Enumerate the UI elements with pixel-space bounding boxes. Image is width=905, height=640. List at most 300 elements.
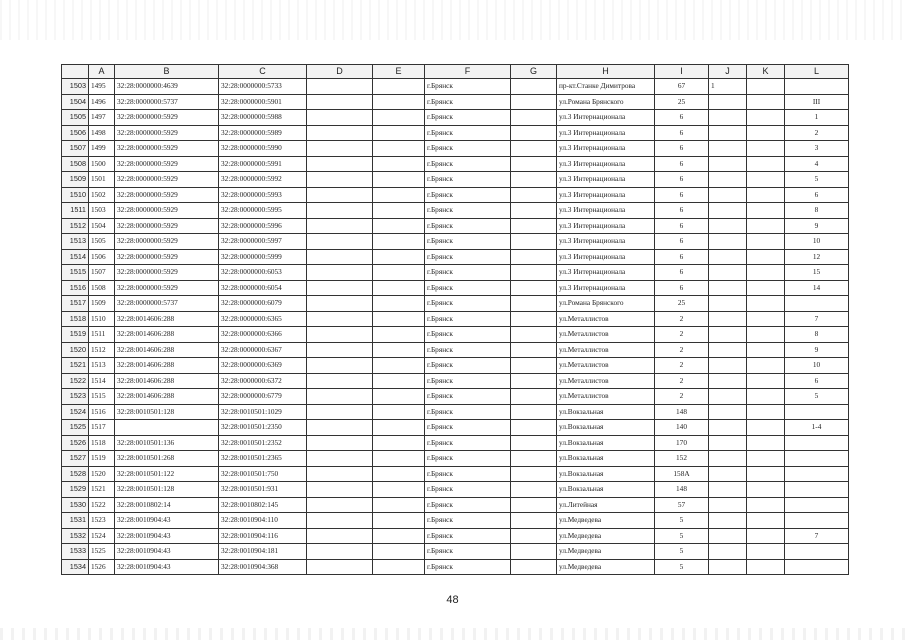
- cell-a[interactable]: 1501: [89, 172, 115, 188]
- row-number[interactable]: 1520: [62, 342, 89, 358]
- cell-j[interactable]: [709, 218, 747, 234]
- cell-h[interactable]: ул.3 Интернационала: [557, 141, 655, 157]
- cell-k[interactable]: [747, 187, 785, 203]
- cell-g[interactable]: [511, 110, 557, 126]
- column-header[interactable]: F: [425, 65, 511, 79]
- row-number[interactable]: 1531: [62, 513, 89, 529]
- cell-j[interactable]: [709, 311, 747, 327]
- cell-k[interactable]: [747, 544, 785, 560]
- cell-d[interactable]: [307, 373, 373, 389]
- cell-c[interactable]: 32:28:0000000:5901: [219, 94, 307, 110]
- cell-e[interactable]: [373, 311, 425, 327]
- cell-d[interactable]: [307, 110, 373, 126]
- cell-i[interactable]: 25: [655, 296, 709, 312]
- cell-g[interactable]: [511, 172, 557, 188]
- cell-h[interactable]: ул.3 Интернационала: [557, 110, 655, 126]
- cell-e[interactable]: [373, 141, 425, 157]
- cell-a[interactable]: 1506: [89, 249, 115, 265]
- cell-j[interactable]: [709, 513, 747, 529]
- cell-e[interactable]: [373, 172, 425, 188]
- cell-k[interactable]: [747, 311, 785, 327]
- cell-g[interactable]: [511, 451, 557, 467]
- row-number[interactable]: 1503: [62, 79, 89, 95]
- cell-b[interactable]: 32:28:0000000:5929: [115, 249, 219, 265]
- cell-l[interactable]: 10: [785, 358, 849, 374]
- cell-d[interactable]: [307, 311, 373, 327]
- cell-l[interactable]: 10: [785, 234, 849, 250]
- cell-a[interactable]: 1510: [89, 311, 115, 327]
- cell-i[interactable]: 6: [655, 110, 709, 126]
- cell-i[interactable]: 6: [655, 156, 709, 172]
- row-number[interactable]: 1524: [62, 404, 89, 420]
- cell-k[interactable]: [747, 358, 785, 374]
- cell-h[interactable]: ул.Металлистов: [557, 311, 655, 327]
- row-number[interactable]: 1514: [62, 249, 89, 265]
- cell-k[interactable]: [747, 466, 785, 482]
- cell-e[interactable]: [373, 373, 425, 389]
- cell-g[interactable]: [511, 544, 557, 560]
- cell-c[interactable]: 32:28:0000000:5990: [219, 141, 307, 157]
- cell-e[interactable]: [373, 404, 425, 420]
- cell-k[interactable]: [747, 342, 785, 358]
- cell-k[interactable]: [747, 404, 785, 420]
- cell-c[interactable]: 32:28:0000000:6054: [219, 280, 307, 296]
- cell-f[interactable]: г.Брянск: [425, 249, 511, 265]
- cell-b[interactable]: 32:28:0014606:288: [115, 358, 219, 374]
- cell-l[interactable]: [785, 435, 849, 451]
- cell-b[interactable]: 32:28:0000000:5929: [115, 265, 219, 281]
- cell-e[interactable]: [373, 234, 425, 250]
- cell-a[interactable]: 1509: [89, 296, 115, 312]
- cell-d[interactable]: [307, 203, 373, 219]
- cell-i[interactable]: 67: [655, 79, 709, 95]
- cell-j[interactable]: [709, 528, 747, 544]
- cell-a[interactable]: 1523: [89, 513, 115, 529]
- cell-g[interactable]: [511, 296, 557, 312]
- cell-c[interactable]: 32:28:0000000:5999: [219, 249, 307, 265]
- cell-a[interactable]: 1520: [89, 466, 115, 482]
- cell-b[interactable]: 32:28:0000000:5929: [115, 110, 219, 126]
- cell-i[interactable]: 6: [655, 218, 709, 234]
- cell-e[interactable]: [373, 218, 425, 234]
- cell-d[interactable]: [307, 141, 373, 157]
- column-header[interactable]: A: [89, 65, 115, 79]
- cell-c[interactable]: 32:28:0000000:5996: [219, 218, 307, 234]
- cell-b[interactable]: 32:28:0010904:43: [115, 528, 219, 544]
- cell-g[interactable]: [511, 94, 557, 110]
- row-number[interactable]: 1534: [62, 559, 89, 575]
- cell-g[interactable]: [511, 528, 557, 544]
- cell-j[interactable]: [709, 358, 747, 374]
- cell-l[interactable]: 2: [785, 125, 849, 141]
- cell-f[interactable]: г.Брянск: [425, 497, 511, 513]
- cell-c[interactable]: 32:28:0010904:181: [219, 544, 307, 560]
- cell-i[interactable]: 6: [655, 249, 709, 265]
- cell-b[interactable]: 32:28:0010802:14: [115, 497, 219, 513]
- row-number[interactable]: 1516: [62, 280, 89, 296]
- cell-b[interactable]: 32:28:0014606:288: [115, 327, 219, 343]
- cell-d[interactable]: [307, 280, 373, 296]
- column-header[interactable]: C: [219, 65, 307, 79]
- row-number[interactable]: 1529: [62, 482, 89, 498]
- cell-c[interactable]: 32:28:0010904:110: [219, 513, 307, 529]
- cell-e[interactable]: [373, 327, 425, 343]
- cell-h[interactable]: ул.Вокзальная: [557, 420, 655, 436]
- cell-f[interactable]: г.Брянск: [425, 559, 511, 575]
- cell-a[interactable]: 1498: [89, 125, 115, 141]
- cell-j[interactable]: [709, 94, 747, 110]
- cell-c[interactable]: 32:28:0010501:1029: [219, 404, 307, 420]
- cell-i[interactable]: 2: [655, 327, 709, 343]
- cell-c[interactable]: 32:28:0000000:6365: [219, 311, 307, 327]
- cell-a[interactable]: 1496: [89, 94, 115, 110]
- cell-a[interactable]: 1512: [89, 342, 115, 358]
- row-number[interactable]: 1504: [62, 94, 89, 110]
- cell-l[interactable]: 9: [785, 218, 849, 234]
- cell-l[interactable]: [785, 559, 849, 575]
- cell-a[interactable]: 1508: [89, 280, 115, 296]
- row-number[interactable]: 1526: [62, 435, 89, 451]
- cell-h[interactable]: ул.Вокзальная: [557, 451, 655, 467]
- cell-h[interactable]: пр-кт.Станке Димитрова: [557, 79, 655, 95]
- cell-a[interactable]: 1518: [89, 435, 115, 451]
- cell-c[interactable]: 32:28:0010904:116: [219, 528, 307, 544]
- cell-b[interactable]: 32:28:0000000:5929: [115, 203, 219, 219]
- cell-g[interactable]: [511, 156, 557, 172]
- row-number[interactable]: 1518: [62, 311, 89, 327]
- cell-c[interactable]: 32:28:0000000:5988: [219, 110, 307, 126]
- cell-f[interactable]: г.Брянск: [425, 94, 511, 110]
- cell-b[interactable]: 32:28:0000000:5929: [115, 141, 219, 157]
- cell-k[interactable]: [747, 528, 785, 544]
- cell-g[interactable]: [511, 482, 557, 498]
- cell-j[interactable]: [709, 497, 747, 513]
- cell-a[interactable]: 1504: [89, 218, 115, 234]
- cell-i[interactable]: 140: [655, 420, 709, 436]
- cell-g[interactable]: [511, 342, 557, 358]
- cell-f[interactable]: г.Брянск: [425, 482, 511, 498]
- cell-g[interactable]: [511, 141, 557, 157]
- cell-k[interactable]: [747, 373, 785, 389]
- cell-c[interactable]: 32:28:0000000:5733: [219, 79, 307, 95]
- cell-g[interactable]: [511, 513, 557, 529]
- corner-cell[interactable]: [62, 65, 89, 79]
- cell-e[interactable]: [373, 451, 425, 467]
- cell-j[interactable]: [709, 156, 747, 172]
- cell-e[interactable]: [373, 358, 425, 374]
- cell-b[interactable]: 32:28:0010501:128: [115, 404, 219, 420]
- row-number[interactable]: 1506: [62, 125, 89, 141]
- cell-f[interactable]: г.Брянск: [425, 513, 511, 529]
- cell-f[interactable]: г.Брянск: [425, 373, 511, 389]
- cell-l[interactable]: 5: [785, 172, 849, 188]
- cell-g[interactable]: [511, 79, 557, 95]
- cell-a[interactable]: 1502: [89, 187, 115, 203]
- cell-d[interactable]: [307, 513, 373, 529]
- cell-f[interactable]: г.Брянск: [425, 342, 511, 358]
- row-number[interactable]: 1513: [62, 234, 89, 250]
- cell-f[interactable]: г.Брянск: [425, 435, 511, 451]
- column-header[interactable]: G: [511, 65, 557, 79]
- cell-e[interactable]: [373, 187, 425, 203]
- cell-h[interactable]: ул.3 Интернационала: [557, 172, 655, 188]
- cell-h[interactable]: ул.3 Интернационала: [557, 156, 655, 172]
- cell-b[interactable]: 32:28:0010904:43: [115, 544, 219, 560]
- cell-k[interactable]: [747, 218, 785, 234]
- row-number[interactable]: 1512: [62, 218, 89, 234]
- cell-d[interactable]: [307, 249, 373, 265]
- cell-f[interactable]: г.Брянск: [425, 404, 511, 420]
- row-number[interactable]: 1507: [62, 141, 89, 157]
- row-number[interactable]: 1532: [62, 528, 89, 544]
- cell-l[interactable]: [785, 466, 849, 482]
- cell-j[interactable]: [709, 435, 747, 451]
- cell-e[interactable]: [373, 482, 425, 498]
- cell-l[interactable]: 1-4: [785, 420, 849, 436]
- cell-b[interactable]: 32:28:0000000:5929: [115, 172, 219, 188]
- cell-f[interactable]: г.Брянск: [425, 187, 511, 203]
- cell-g[interactable]: [511, 218, 557, 234]
- cell-k[interactable]: [747, 482, 785, 498]
- cell-j[interactable]: 1: [709, 79, 747, 95]
- cell-e[interactable]: [373, 342, 425, 358]
- cell-a[interactable]: 1516: [89, 404, 115, 420]
- cell-e[interactable]: [373, 420, 425, 436]
- cell-b[interactable]: 32:28:0010501:122: [115, 466, 219, 482]
- cell-h[interactable]: ул.3 Интернационала: [557, 218, 655, 234]
- cell-h[interactable]: ул.3 Интернационала: [557, 280, 655, 296]
- cell-i[interactable]: 5: [655, 513, 709, 529]
- cell-f[interactable]: г.Брянск: [425, 156, 511, 172]
- cell-g[interactable]: [511, 497, 557, 513]
- row-number[interactable]: 1519: [62, 327, 89, 343]
- cell-c[interactable]: 32:28:0010501:2365: [219, 451, 307, 467]
- cell-c[interactable]: 32:28:0000000:5991: [219, 156, 307, 172]
- cell-f[interactable]: г.Брянск: [425, 265, 511, 281]
- cell-i[interactable]: 2: [655, 373, 709, 389]
- cell-j[interactable]: [709, 296, 747, 312]
- cell-d[interactable]: [307, 94, 373, 110]
- cell-l[interactable]: 8: [785, 203, 849, 219]
- cell-i[interactable]: 2: [655, 358, 709, 374]
- cell-j[interactable]: [709, 389, 747, 405]
- cell-a[interactable]: 1499: [89, 141, 115, 157]
- cell-a[interactable]: 1514: [89, 373, 115, 389]
- cell-h[interactable]: ул.Литейная: [557, 497, 655, 513]
- row-number[interactable]: 1515: [62, 265, 89, 281]
- cell-a[interactable]: 1524: [89, 528, 115, 544]
- cell-l[interactable]: [785, 497, 849, 513]
- column-header[interactable]: J: [709, 65, 747, 79]
- row-number[interactable]: 1525: [62, 420, 89, 436]
- cell-h[interactable]: ул.Романа Брянского: [557, 296, 655, 312]
- cell-h[interactable]: ул.Медведева: [557, 528, 655, 544]
- cell-d[interactable]: [307, 296, 373, 312]
- cell-j[interactable]: [709, 559, 747, 575]
- cell-l[interactable]: [785, 513, 849, 529]
- cell-c[interactable]: 32:28:0000000:5993: [219, 187, 307, 203]
- cell-h[interactable]: ул.3 Интернационала: [557, 265, 655, 281]
- column-header[interactable]: B: [115, 65, 219, 79]
- cell-k[interactable]: [747, 389, 785, 405]
- cell-g[interactable]: [511, 265, 557, 281]
- cell-d[interactable]: [307, 125, 373, 141]
- cell-a[interactable]: 1497: [89, 110, 115, 126]
- cell-e[interactable]: [373, 544, 425, 560]
- cell-g[interactable]: [511, 435, 557, 451]
- cell-l[interactable]: [785, 79, 849, 95]
- cell-j[interactable]: [709, 141, 747, 157]
- cell-c[interactable]: 32:28:0010501:931: [219, 482, 307, 498]
- cell-b[interactable]: 32:28:0014606:288: [115, 373, 219, 389]
- cell-j[interactable]: [709, 125, 747, 141]
- cell-e[interactable]: [373, 389, 425, 405]
- cell-k[interactable]: [747, 141, 785, 157]
- cell-i[interactable]: 6: [655, 265, 709, 281]
- cell-d[interactable]: [307, 79, 373, 95]
- cell-h[interactable]: ул.Медведева: [557, 559, 655, 575]
- cell-d[interactable]: [307, 497, 373, 513]
- cell-b[interactable]: 32:28:0000000:5929: [115, 218, 219, 234]
- cell-k[interactable]: [747, 451, 785, 467]
- cell-b[interactable]: 32:28:0000000:5737: [115, 94, 219, 110]
- cell-b[interactable]: 32:28:0010501:268: [115, 451, 219, 467]
- cell-f[interactable]: г.Брянск: [425, 420, 511, 436]
- cell-k[interactable]: [747, 79, 785, 95]
- row-number[interactable]: 1517: [62, 296, 89, 312]
- row-number[interactable]: 1528: [62, 466, 89, 482]
- column-header[interactable]: E: [373, 65, 425, 79]
- cell-a[interactable]: 1513: [89, 358, 115, 374]
- cell-c[interactable]: 32:28:0000000:5992: [219, 172, 307, 188]
- cell-e[interactable]: [373, 435, 425, 451]
- cell-l[interactable]: [785, 404, 849, 420]
- cell-k[interactable]: [747, 234, 785, 250]
- cell-c[interactable]: 32:28:0000000:6372: [219, 373, 307, 389]
- cell-h[interactable]: ул.Вокзальная: [557, 466, 655, 482]
- cell-f[interactable]: г.Брянск: [425, 218, 511, 234]
- cell-h[interactable]: ул.Металлистов: [557, 358, 655, 374]
- cell-h[interactable]: ул.Вокзальная: [557, 435, 655, 451]
- cell-a[interactable]: 1511: [89, 327, 115, 343]
- cell-l[interactable]: 7: [785, 528, 849, 544]
- cell-h[interactable]: ул.3 Интернационала: [557, 125, 655, 141]
- cell-i[interactable]: 5: [655, 559, 709, 575]
- cell-j[interactable]: [709, 187, 747, 203]
- cell-a[interactable]: 1526: [89, 559, 115, 575]
- cell-d[interactable]: [307, 234, 373, 250]
- cell-f[interactable]: г.Брянск: [425, 296, 511, 312]
- column-header[interactable]: K: [747, 65, 785, 79]
- cell-i[interactable]: 5: [655, 528, 709, 544]
- cell-h[interactable]: ул.Медведева: [557, 513, 655, 529]
- cell-d[interactable]: [307, 389, 373, 405]
- cell-d[interactable]: [307, 466, 373, 482]
- cell-a[interactable]: 1500: [89, 156, 115, 172]
- cell-l[interactable]: 7: [785, 311, 849, 327]
- cell-e[interactable]: [373, 466, 425, 482]
- cell-f[interactable]: г.Брянск: [425, 79, 511, 95]
- cell-e[interactable]: [373, 110, 425, 126]
- cell-h[interactable]: ул.Вокзальная: [557, 404, 655, 420]
- cell-g[interactable]: [511, 327, 557, 343]
- cell-f[interactable]: г.Брянск: [425, 327, 511, 343]
- cell-f[interactable]: г.Брянск: [425, 528, 511, 544]
- cell-i[interactable]: 2: [655, 342, 709, 358]
- cell-j[interactable]: [709, 420, 747, 436]
- cell-g[interactable]: [511, 311, 557, 327]
- cell-k[interactable]: [747, 172, 785, 188]
- cell-l[interactable]: III: [785, 94, 849, 110]
- cell-i[interactable]: 148: [655, 404, 709, 420]
- cell-b[interactable]: 32:28:0014606:288: [115, 311, 219, 327]
- cell-k[interactable]: [747, 280, 785, 296]
- cell-e[interactable]: [373, 497, 425, 513]
- row-number[interactable]: 1523: [62, 389, 89, 405]
- cell-i[interactable]: 6: [655, 187, 709, 203]
- cell-a[interactable]: 1495: [89, 79, 115, 95]
- cell-f[interactable]: г.Брянск: [425, 234, 511, 250]
- cell-b[interactable]: 32:28:0000000:5929: [115, 234, 219, 250]
- cell-g[interactable]: [511, 373, 557, 389]
- cell-c[interactable]: 32:28:0000000:5989: [219, 125, 307, 141]
- cell-g[interactable]: [511, 125, 557, 141]
- cell-l[interactable]: [785, 296, 849, 312]
- cell-b[interactable]: 32:28:0010904:43: [115, 559, 219, 575]
- cell-b[interactable]: 32:28:0000000:5737: [115, 296, 219, 312]
- cell-c[interactable]: 32:28:0010904:368: [219, 559, 307, 575]
- column-header[interactable]: H: [557, 65, 655, 79]
- cell-d[interactable]: [307, 420, 373, 436]
- cell-j[interactable]: [709, 451, 747, 467]
- cell-d[interactable]: [307, 559, 373, 575]
- cell-k[interactable]: [747, 420, 785, 436]
- cell-g[interactable]: [511, 420, 557, 436]
- cell-k[interactable]: [747, 327, 785, 343]
- cell-b[interactable]: 32:28:0000000:4639: [115, 79, 219, 95]
- cell-b[interactable]: 32:28:0010904:43: [115, 513, 219, 529]
- cell-l[interactable]: [785, 482, 849, 498]
- cell-d[interactable]: [307, 218, 373, 234]
- cell-a[interactable]: 1505: [89, 234, 115, 250]
- row-number[interactable]: 1508: [62, 156, 89, 172]
- cell-c[interactable]: 32:28:0010501:750: [219, 466, 307, 482]
- cell-f[interactable]: г.Брянск: [425, 311, 511, 327]
- cell-k[interactable]: [747, 296, 785, 312]
- cell-f[interactable]: г.Брянск: [425, 110, 511, 126]
- cell-i[interactable]: 25: [655, 94, 709, 110]
- cell-l[interactable]: 5: [785, 389, 849, 405]
- cell-h[interactable]: ул.3 Интернационала: [557, 187, 655, 203]
- cell-f[interactable]: г.Брянск: [425, 544, 511, 560]
- cell-a[interactable]: 1522: [89, 497, 115, 513]
- cell-d[interactable]: [307, 435, 373, 451]
- cell-b[interactable]: 32:28:0000000:5929: [115, 125, 219, 141]
- cell-f[interactable]: г.Брянск: [425, 172, 511, 188]
- cell-l[interactable]: 8: [785, 327, 849, 343]
- cell-i[interactable]: 6: [655, 280, 709, 296]
- cell-l[interactable]: 4: [785, 156, 849, 172]
- cell-c[interactable]: 32:28:0010501:2350: [219, 420, 307, 436]
- cell-k[interactable]: [747, 265, 785, 281]
- row-number[interactable]: 1533: [62, 544, 89, 560]
- cell-l[interactable]: 6: [785, 373, 849, 389]
- cell-d[interactable]: [307, 404, 373, 420]
- cell-k[interactable]: [747, 513, 785, 529]
- cell-g[interactable]: [511, 187, 557, 203]
- cell-f[interactable]: г.Брянск: [425, 389, 511, 405]
- cell-g[interactable]: [511, 466, 557, 482]
